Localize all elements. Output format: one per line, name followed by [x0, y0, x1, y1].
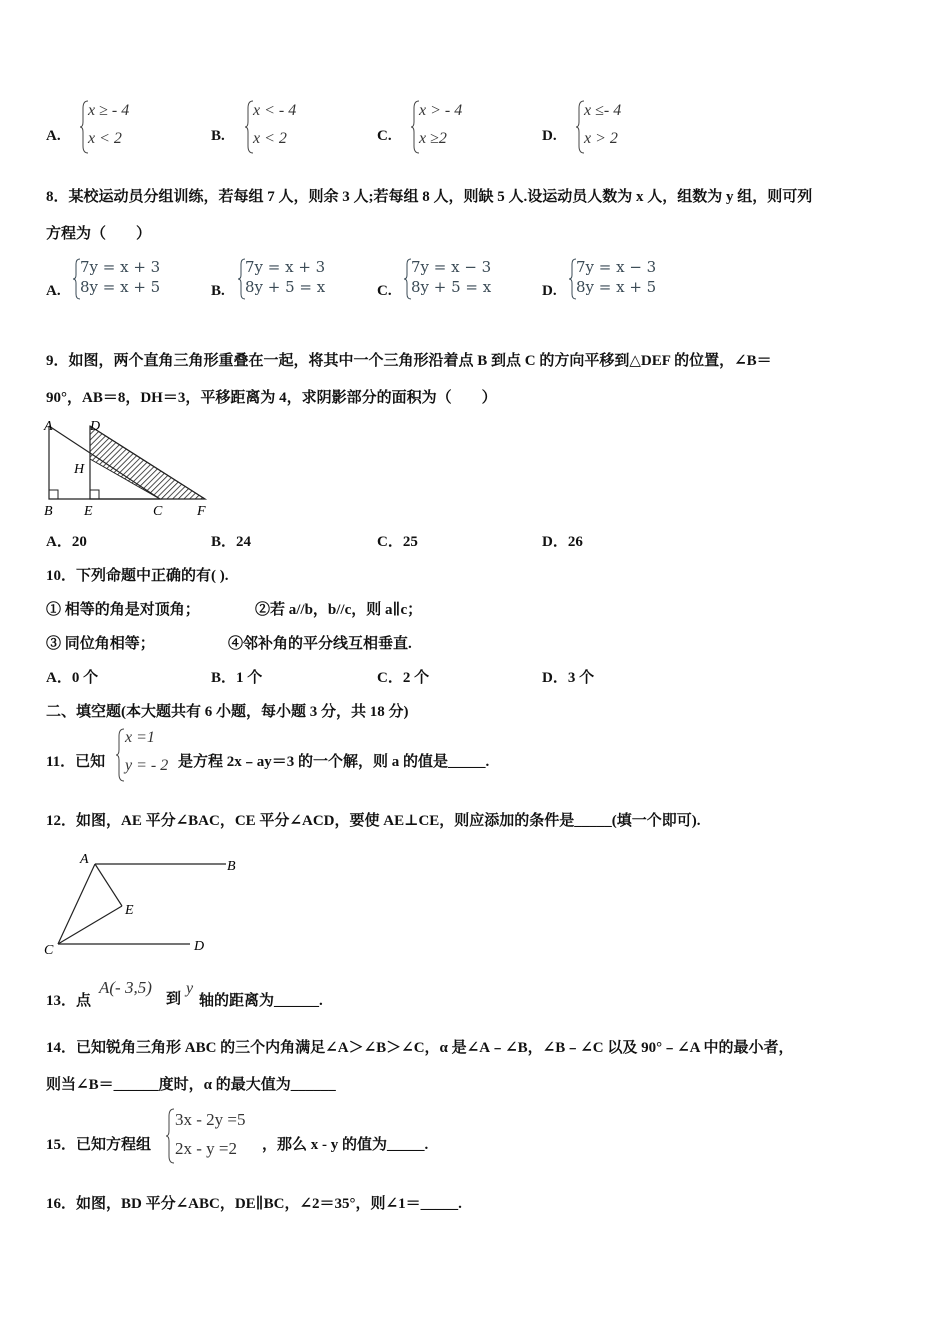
q7-option-c-line1: x > - 4: [419, 102, 463, 119]
q7-option-a-label: A.: [46, 128, 61, 144]
q8-stem-line1: 8．某校运动员分组训练，若每组 7 人，则余 3 人;若每组 8 人，则缺 5 人.设运动员人数为 x 人，组数为 y 组，则可列: [46, 189, 813, 205]
q13-prefix: 13．点: [46, 993, 92, 1009]
q9-option-d-label: D．: [542, 534, 568, 550]
q7-option-c-line2: x ≥2: [419, 130, 447, 147]
q13-suffix: 轴的距离为______.: [199, 993, 323, 1009]
q8-option-c-label: C.: [377, 283, 392, 299]
q7-option-d-line1: x ≤- 4: [584, 102, 622, 119]
q8-option-b-label: B.: [211, 283, 225, 299]
q7-option-a-line2: x < 2: [88, 130, 122, 147]
q10-option-a: [46, 668, 98, 688]
q10-statement-3: ③ 同位角相等；: [46, 636, 155, 652]
label-d: D: [90, 419, 101, 434]
q7-option-d-label: D.: [542, 128, 557, 144]
q15-prefix: 15．已知方程组: [46, 1137, 152, 1153]
line-ae: [95, 864, 122, 906]
q7-option-d-line2: x > 2: [584, 130, 618, 147]
q15-suffix: ，那么 x - y 的值为_____.: [262, 1137, 429, 1153]
q9-option-b: [211, 532, 251, 552]
q16-stem: 16．如图，BD 平分∠ABC，DE∥BC，∠2＝35°，则∠1＝_____.: [46, 1196, 462, 1212]
q7-option-b-line1: x < - 4: [253, 102, 297, 119]
q12-stem: 12．如图，AE 平分∠BAC，CE 平分∠ACD，要使 AE⊥CE，则应添加的条件是_____(填一个即可).: [46, 813, 701, 829]
q8-option-a-line2: 8y = x + 5: [80, 278, 161, 296]
q9-option-c-value: 25: [402, 534, 418, 550]
q10-option-c-label: C．: [377, 670, 403, 686]
label-b: B: [44, 504, 53, 519]
q10-option-d-value: 3 个: [567, 670, 595, 686]
q10-option-a-value: 0 个: [71, 670, 99, 686]
q9-option-a-label: A．: [46, 534, 72, 550]
label-d: D: [194, 939, 205, 954]
q9-option-a: [46, 532, 87, 552]
q8-option-d-label: D.: [542, 283, 557, 299]
q11-suffix: 是方程 2x﹣ay＝3 的一个解，则 a 的值是_____.: [178, 754, 490, 770]
q10-statement-4: ④邻补角的平分线互相垂直.: [228, 636, 412, 652]
right-angle-e-icon: [90, 490, 99, 499]
q8-option-b-line2: 8y + 5 = x: [245, 278, 326, 296]
q8-option-d-line1: 7y = x − 3: [576, 258, 657, 276]
q10-statement-1: ① 相等的角是对顶角；: [46, 602, 200, 618]
q7-option-b-label: B.: [211, 128, 225, 144]
q13-axis: y: [186, 980, 194, 997]
q11-line2: y = - 2: [125, 757, 169, 774]
label-h: H: [74, 462, 85, 477]
q10-option-b-value: 1 个: [236, 670, 263, 686]
q8-option-c-line2: 8y + 5 = x: [411, 278, 492, 296]
q8-option-c-line1: 7y = x − 3: [411, 258, 492, 276]
label-c: C: [153, 504, 163, 519]
label-e: E: [84, 504, 93, 519]
q9-option-b-value: 24: [236, 534, 252, 550]
line-ce: [58, 906, 122, 944]
line-ac: [58, 864, 95, 944]
q8-stem-line2: 方程为（ ）: [46, 226, 152, 242]
q9-option-c: [377, 532, 418, 552]
q9-option-d: [542, 532, 583, 552]
q7-option-c-label: C.: [377, 128, 392, 144]
q7-option-b-line2: x < 2: [253, 130, 287, 147]
q14-stem-line1: 14．已知锐角三角形 ABC 的三个内角满足∠A＞∠B＞∠C，α 是∠A﹣∠B，∠B﹣∠C 以及 90°﹣∠A 中的最小者，: [46, 1040, 794, 1056]
q9-option-b-label: B．: [211, 534, 237, 550]
right-angle-b-icon: [49, 490, 58, 499]
q10-option-a-label: A．: [46, 670, 72, 686]
q9-figure: [40, 416, 220, 520]
q10-option-d-label: D．: [542, 670, 568, 686]
q10-option-b: [211, 668, 262, 688]
q10-statement-2: ②若 a//b，b//c，则 a∥c；: [255, 602, 423, 618]
q9-option-a-value: 20: [71, 534, 87, 550]
q11-prefix: 11．已知: [46, 754, 106, 770]
q10-stem: 10．下列命题中正确的有( ).: [46, 568, 229, 584]
q9-stem-line2: 90°，AB＝8，DH＝3，平移距离为 4，求阴影部分的面积为（ ）: [46, 390, 497, 406]
q15-line2: 2x - y =2: [175, 1139, 237, 1158]
q10-option-c-value: 2 个: [402, 670, 430, 686]
q10-option-b-label: B．: [211, 670, 237, 686]
q9-option-d-value: 26: [567, 534, 583, 550]
q9-stem-line1: 9．如图，两个直角三角形重叠在一起，将其中一个三角形沿着点 B 到点 C 的方向平移到△DEF 的位置，∠B＝: [46, 353, 772, 369]
q9-option-c-label: C．: [377, 534, 403, 550]
q8-option-a-line1: 7y = x + 3: [80, 258, 161, 276]
q12-figure: [40, 848, 250, 958]
section-2-heading: 二、填空题(本大题共有 6 小题，每小题 3 分，共 18 分): [46, 704, 409, 720]
label-a: A: [80, 852, 89, 867]
q10-option-c: [377, 668, 429, 688]
q8-option-b-line1: 7y = x + 3: [245, 258, 326, 276]
q8-option-a-label: A.: [46, 283, 61, 299]
q8-option-d-line2: 8y = x + 5: [576, 278, 657, 296]
label-b: B: [227, 859, 236, 874]
q14-stem-line2: 则当∠B＝______度时，α 的最大值为______: [46, 1077, 336, 1093]
label-a: A: [44, 419, 53, 434]
label-f: F: [197, 504, 206, 519]
q10-option-d: [542, 668, 594, 688]
q13-mid: 到: [166, 991, 182, 1007]
q13-point: A(- 3,5): [99, 978, 152, 997]
q11-line1: x =1: [125, 729, 155, 746]
label-c: C: [44, 943, 54, 958]
q15-line1: 3x - 2y =5: [175, 1110, 246, 1129]
label-e: E: [125, 903, 134, 918]
q7-option-a-line1: x ≥ - 4: [88, 102, 130, 119]
